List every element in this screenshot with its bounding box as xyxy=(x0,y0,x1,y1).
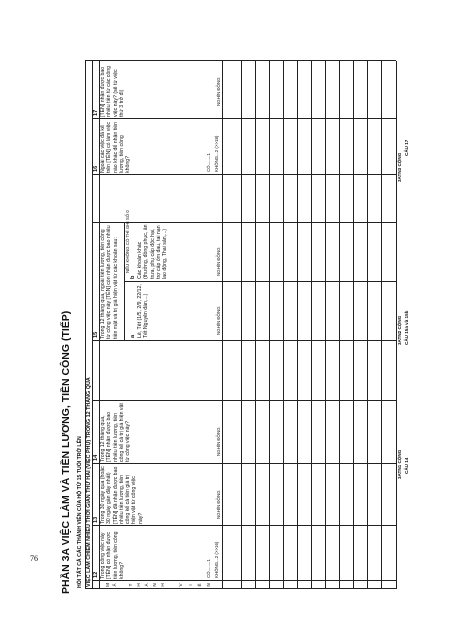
col-15-question: Trong 12 tháng qua, ngoài tiền lương, tiền công từ công việc này [TÊN] còn nhận được bao nhiêu tiền mặt và trị giá hiện vật từ các khoản sau: xyxy=(100,225,119,339)
footer-group2-question: CÂU 15a và 15b xyxy=(404,310,409,345)
col-13-question: Trong 30 ngày qua (hoặc 30 ngày gần đây nhất) [TÊN] đã nhận được bao nhiêu tiền lương, tiền công kể cả tiền giá trị hiện vật từ công việc này? xyxy=(100,466,144,524)
col-14-unit: NGHÌN ĐỒNG xyxy=(216,427,221,456)
col-15b-text: Các khoản khác (thưởng, đồng phục, ăn trưa, phụ cấp độc hại, trợ cấp ốm đau, tai nạn lao động, Thai sản,...) xyxy=(137,224,169,279)
footer-group3-label: 3ATN3 CỘNG xyxy=(397,152,402,182)
col-17-number: 17 xyxy=(92,109,99,116)
col-14-number: 14 xyxy=(92,454,99,461)
col-16-question: Ngoài các việc đã kể trên [TÊN] có làm việc nào khác để nhận tiền lương, tiền công không? xyxy=(100,121,132,173)
footer-group3-question: CÂU 17 xyxy=(404,139,409,156)
footer-group1-question: CÂU 14 xyxy=(404,457,409,474)
col-15b-unit: NGHÌN ĐỒNG xyxy=(216,247,221,276)
col-15a-unit: NGHÌN ĐỒNG xyxy=(216,306,221,335)
col-17-unit: NGHÌN ĐỒNG xyxy=(216,77,221,106)
col-12-number: 12 xyxy=(92,571,99,578)
col-16-option-no: KHÔNG...2 (>>18) xyxy=(214,135,219,172)
col-13-unit: NGHÌN ĐỒNG xyxy=(216,490,221,519)
part-subtitle: HỎI TẤT CẢ CÁC THÀNH VIÊN CỦA HỘ TỪ 15 TUỔI TRỞ LÊN xyxy=(77,436,83,588)
col-12-option-yes: CÓ........1 xyxy=(206,559,211,578)
col-16-option-yes: CÓ........1 xyxy=(206,153,211,172)
col-17-question: [TÊN] nhận được bao nhiêu tiền từ các công việc này? (sẽ từ việc thứ 3 trở đi) xyxy=(100,65,125,117)
col-15-note: NẾU KHÔNG CÓ THÌ GHI SỐ 0 xyxy=(125,210,130,273)
col-12-option-no: KHÔNG...2 (>>16) xyxy=(214,541,219,578)
col-13-number: 13 xyxy=(92,516,99,523)
col-15b-label: b xyxy=(130,275,136,279)
col-14-question: Trong 12 tháng qua, [TÊN] nhận được bao nhiêu tiền lương, tiền công kể cả trị giá hiện vật từ công việc này? xyxy=(100,403,132,462)
part-title: PHẦN 3A VIỆC LÀM VÀ TIỀN LƯƠNG, TIỀN CÔNG (TIẾP) xyxy=(60,310,72,594)
col-15a-text: Lễ, Tết (1/5, 2/9, 22/12, Tết Nguyên đán,...) xyxy=(137,284,150,338)
footer-group1-label: 3ATN1 CỘNG xyxy=(397,449,402,479)
col-15a-label: a xyxy=(130,334,136,338)
page-number: 76 xyxy=(30,554,38,563)
footer-group2-label: 3ATN2 CỘNG xyxy=(397,315,402,345)
questionnaire-grid: VIỆC LÀM CHIẾM NHIỀU THỜI GIAN THỨ HAI (VIỆC PHỤ) TRONG 12 THÁNG QUA 12 13 14 15 16 17 M Ã T H À N H V I Ê N Trong công việc này [TÊN] có nhận được tiền lương, tiền công không? CÓ........1 KHÔNG...2 (>>16) Trong 30 ngày qua (hoặc 30 ngày gần đây nhất) [TÊN] đã nhận được bao nhiêu tiền lương, tiền công kể cả tiền giá trị hiện vật từ công việc này? NGHÌN ĐỒNG Trong 12 tháng qua, [TÊN] nhận được bao nhiêu tiền lương, tiền công kể cả trị giá hiện vật từ công việc này? NGHÌN ĐỒNG Trong 12 tháng qua, ngoài tiền lương, tiền công từ công việc này [TÊN] còn nhận được bao nhiêu tiền mặt và trị giá hiện vật từ các khoản sau: NẾU KHÔNG CÓ THÌ GHI SỐ 0 a Lễ, Tết (1/5, 2/9, 22/12, Tết Nguyên đán,...) NGHÌN ĐỒNG b Các khoản khác (thưởng, đồng phục, ăn trưa, phụ cấp độc hại, trợ cấp ốm đau, tai nạn lao động, Thai sản,...) NGHÌN ĐỒNG Ngoài các việc đã kể trên [TÊN] có làm việc nào khác để nhận tiền lương, tiền công không? CÓ........1 KHÔNG...2 (>>18) [TÊN] nhận được bao nhiêu tiền từ các công việc này? (sẽ từ việc thứ 3 trở đi) NGHÌN ĐỒNG xyxy=(85,61,405,589)
questionnaire-sheet xyxy=(56,56,416,596)
col-16-number: 16 xyxy=(92,165,99,172)
col-15-number: 15 xyxy=(92,331,99,338)
col-12-question: Trong công việc này [TÊN] có nhận được tiền lương, tiền công không? xyxy=(100,531,125,579)
section-header: VIỆC LÀM CHIẾM NHIỀU THỜI GIAN THỨ HAI (VIỆC PHỤ) TRONG 12 THÁNG QUA xyxy=(86,377,92,587)
